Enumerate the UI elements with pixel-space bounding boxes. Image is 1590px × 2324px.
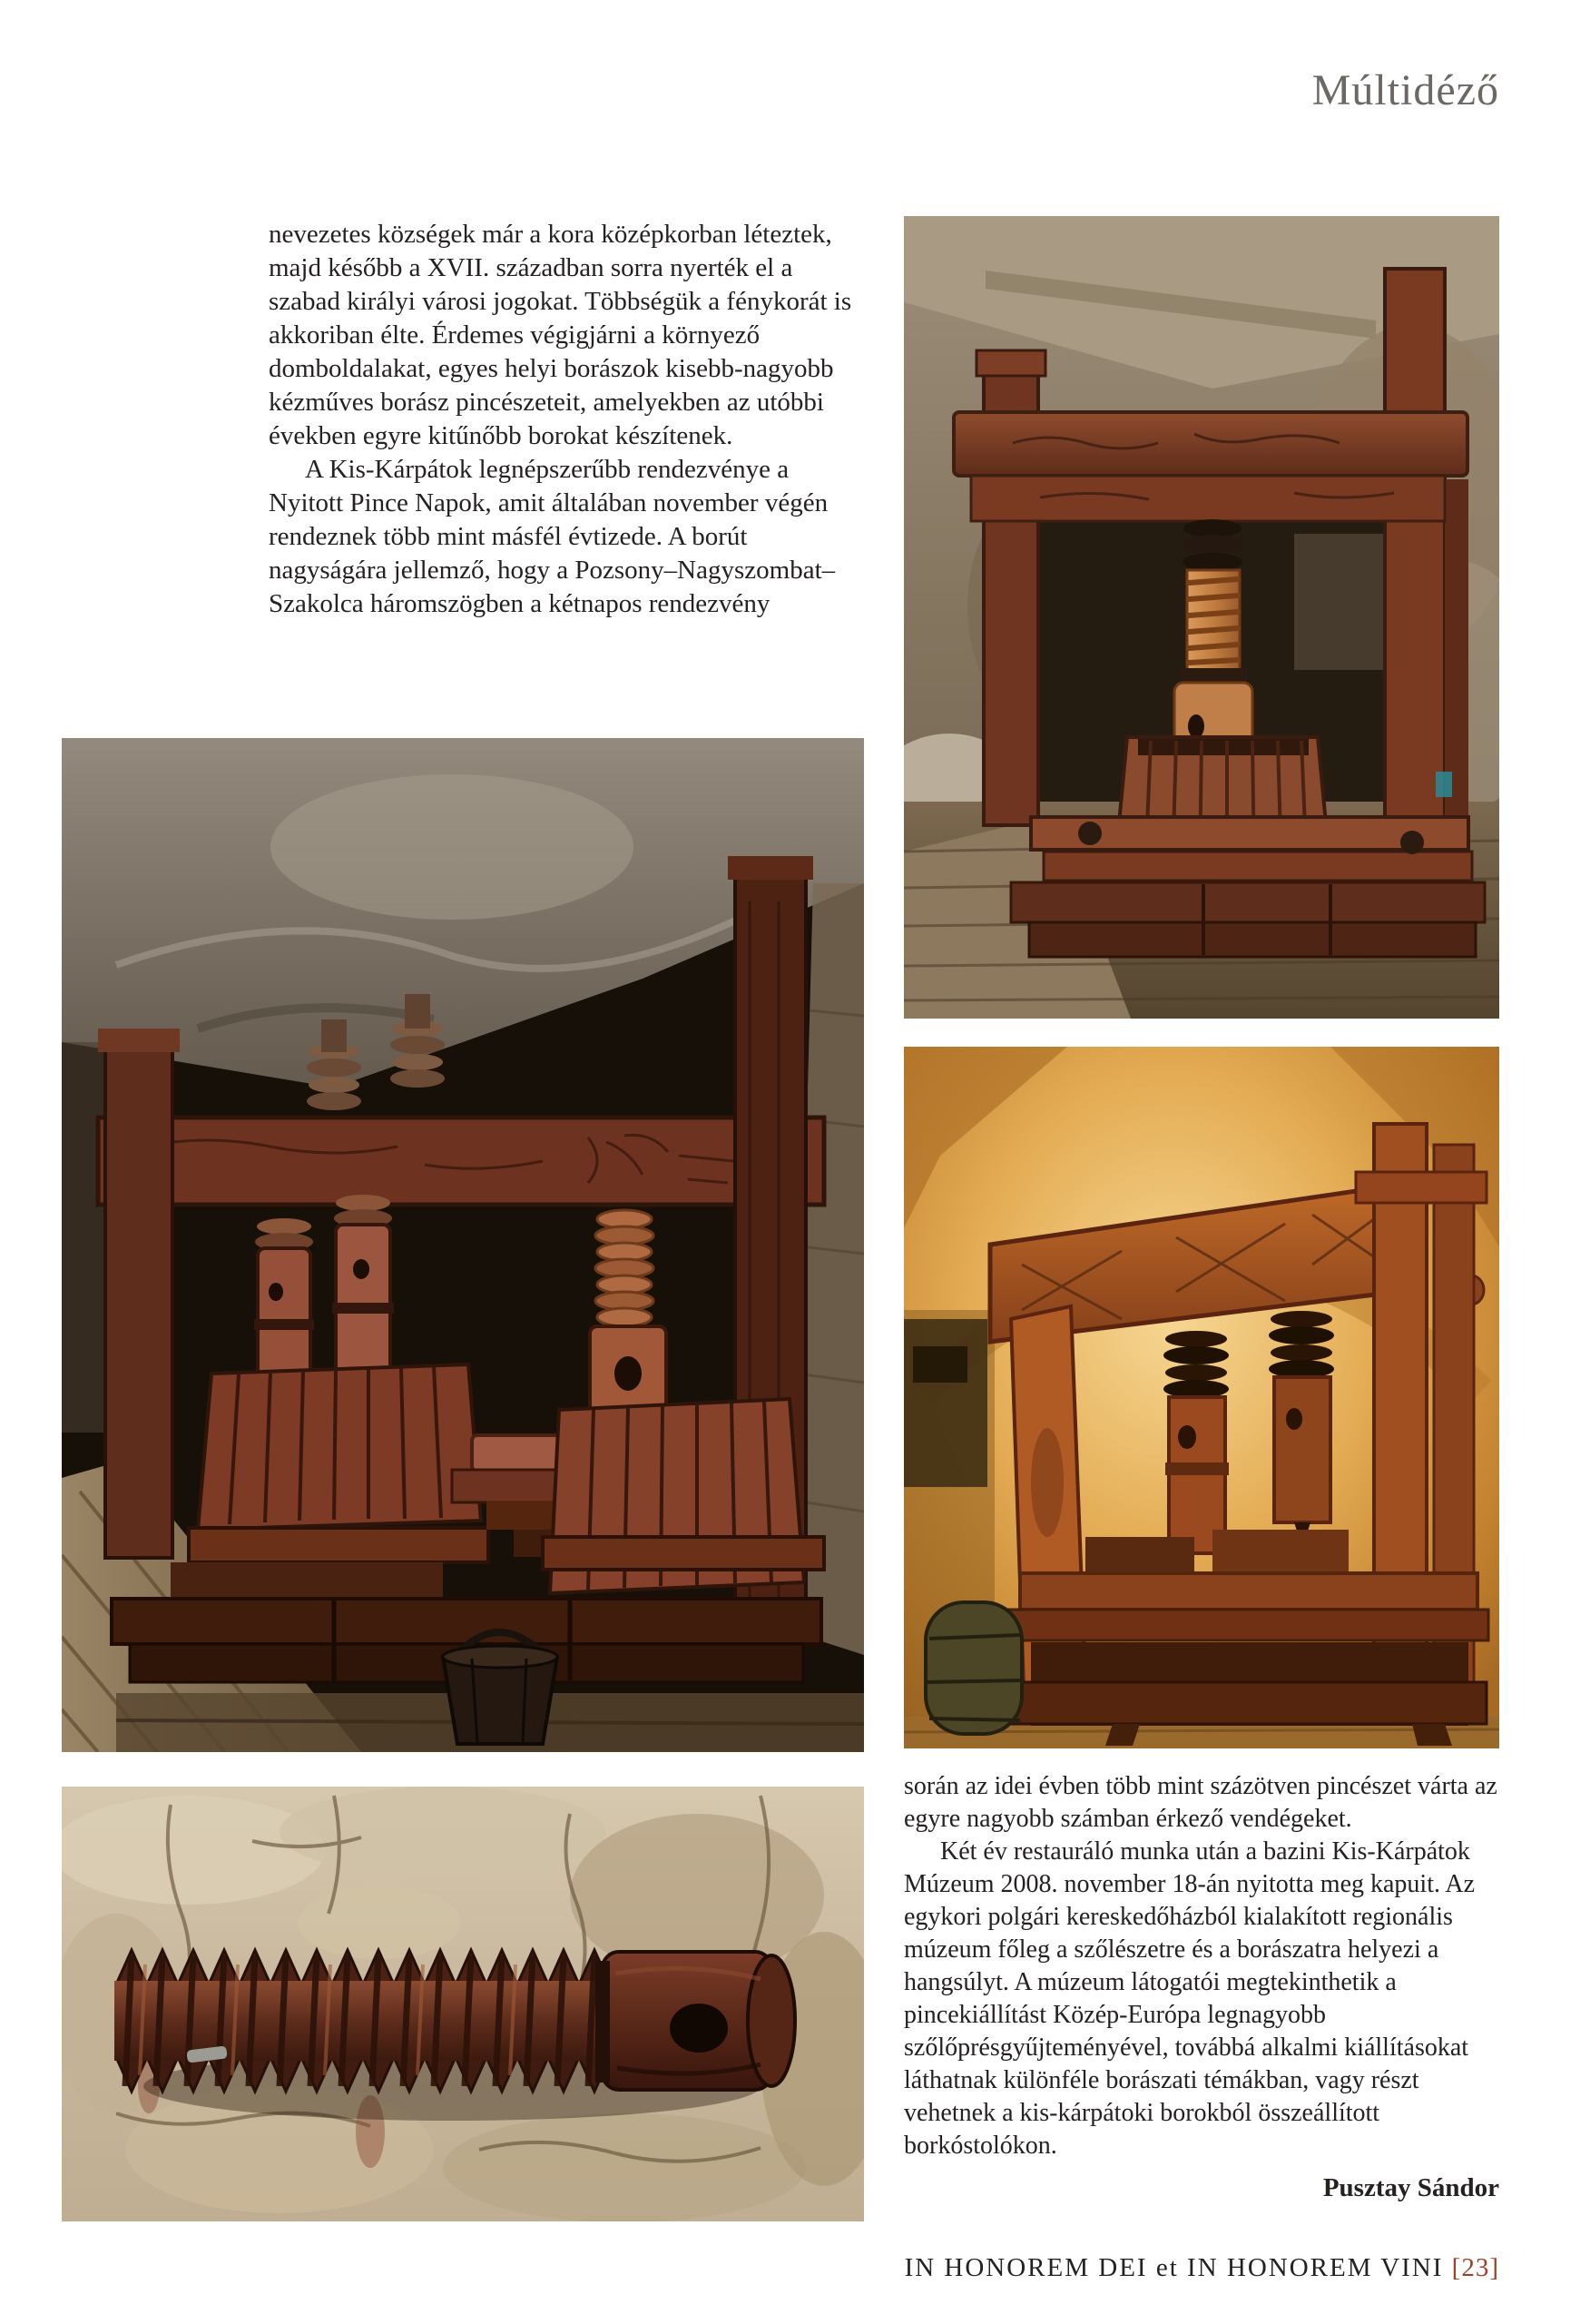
paragraph: A Kis-Kárpátok legnépszerűbb rendezvénye a Nyitott Pince Napok, amit általában november végén rendeznek több mint másfél évtizede. A borút nagyságára jellemző, hogy a Pozsony–Nagyszombat–Szakolca háromszögben a kétnapos rendezvény: [269, 455, 836, 618]
wooden-screw-photo-image: [62, 1787, 864, 2221]
photo-wine-press-stone-cellar: [904, 216, 1499, 1019]
wine-press-photo-image: [904, 216, 1499, 1019]
wine-press-photo-image: [62, 738, 864, 1752]
page-number: [23]: [1451, 2253, 1499, 2282]
paragraph: nevezetes községek már a kora középkorban léteztek, majd később a XVII. században sorra nyerték el a szabad királyi városi jogokat. Többségük a fénykorát is akkoriban élte. Érdemes végigjárni a környező domboldalakat, egyes helyi borászok kisebb-nagyobb kézműves borász pincészeteit, amelyekben az utóbbi években egyre kitűnőbb borokat készítenek.: [269, 220, 852, 450]
author-signature: Pusztay Sándor: [1322, 2173, 1499, 2202]
wine-press-photo-image: [904, 1047, 1499, 1748]
photo-press-row-dark-cellar: [62, 738, 864, 1752]
footer-motto: IN HONOREM DEI et IN HONOREM VINI: [904, 2253, 1444, 2282]
right-text-column: [904, 1770, 1499, 2204]
left-text-column: [269, 218, 866, 621]
photo-wine-press-amber-cellar: [904, 1047, 1499, 1748]
screw-head: [595, 1952, 795, 2090]
paragraph: során az idei évben több mint százötven pincészet várta az egyre nagyobb számban érkező vendégeket.: [904, 1772, 1497, 1833]
paragraph: Két év restauráló munka után a bazini Kis-Kárpátok Múzeum 2008. november 18-án nyitotta meg kapuit. Az egykori polgári kereskedőházból kialakított regionális múzeum főleg a szőlészetre és a borászatra helyezi a hangsúlyt. A múzeum látogatói megtekinthetik a pincekiállítást Közép-Európa legnagyobb szőlőprésgyűjteményével, továbbá alkalmi kiállításokat láthatnak különféle borászati témákban, vagy részt vehetnek a kis-kárpátoki borokból összeállított borkóstolókon.: [904, 1837, 1476, 2160]
page-title: Múltidéző: [1311, 66, 1499, 114]
page-footer: [682, 2253, 1499, 2283]
barrel: [926, 1602, 1022, 1734]
wooden-bucket: [443, 1632, 557, 1744]
photo-wooden-screw-detail: [62, 1787, 864, 2221]
